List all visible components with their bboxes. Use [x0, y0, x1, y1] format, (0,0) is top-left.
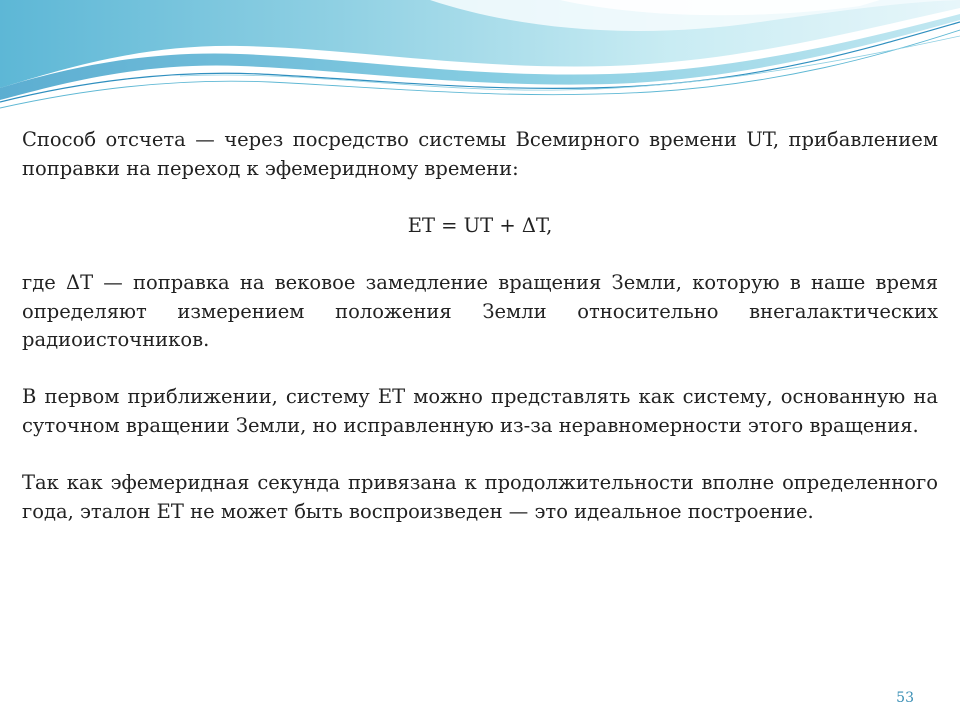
page-number: 53: [896, 690, 914, 706]
paragraph-method: Способ отсчета — через посредство системы Всемирного времени UT, прибавлением поправки на переход к эфемеридному времени:: [22, 128, 938, 180]
slide-body: [22, 126, 938, 526]
paragraph-ephemeris-second: Так как эфемеридная секунда привязана к продолжительности вполне определенного года, эталон ET не может быть воспроизведен — это идеальное построение.: [22, 471, 938, 523]
paragraph-delta-t: где ΔT — поправка на вековое замедление вращения Земли, которую в наше время определяют измерением положения Земли относительно внегалактических радиоисточников.: [22, 270, 938, 352]
paragraph-approximation: В первом приближении, систему ET можно представлять как систему, основанную на суточном вращении Земли, но исправленную из-за неравномерности этого вращения.: [22, 385, 938, 437]
formula-et: ET = UT + ΔT,: [407, 213, 553, 237]
wave-decoration: [0, 0, 960, 115]
